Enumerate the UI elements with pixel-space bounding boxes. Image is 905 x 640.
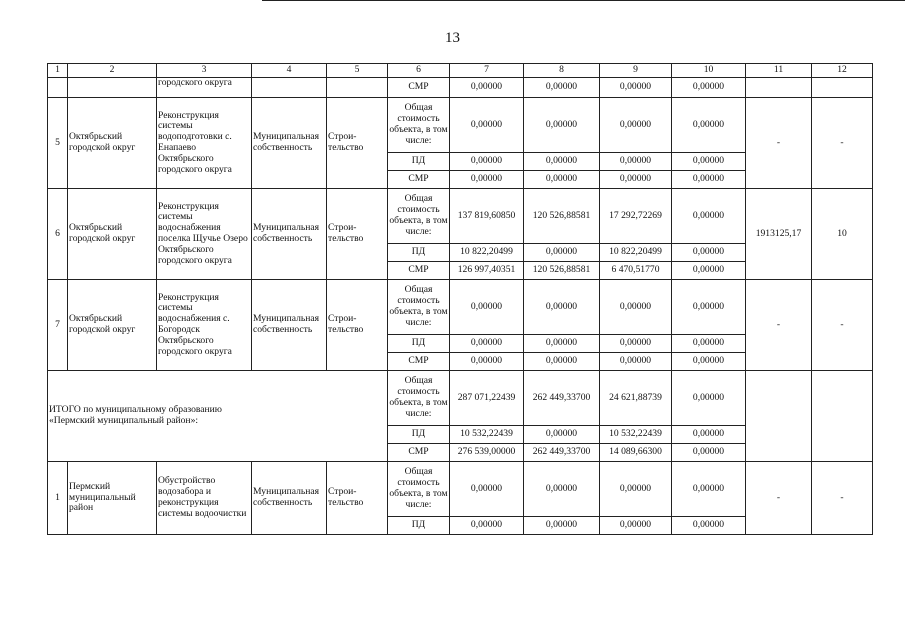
row-index: 1 xyxy=(48,462,68,535)
value-col10: 0,00000 xyxy=(672,517,746,535)
column-number: 12 xyxy=(812,64,873,78)
value-col9: 0,00000 xyxy=(600,78,672,98)
value-col7: 126 997,40351 xyxy=(450,262,524,280)
row-index: 7 xyxy=(48,280,68,371)
object-name: Обустройство водозабора и реконструкция системы водоочистки xyxy=(157,462,252,535)
value-col10: 0,00000 xyxy=(672,98,746,153)
column-number: 3 xyxy=(157,64,252,78)
value-col7: 0,00000 xyxy=(450,517,524,535)
value-col9: 0,00000 xyxy=(600,462,672,517)
value-col7: 137 819,60850 xyxy=(450,189,524,244)
investment-table xyxy=(47,63,873,535)
work-type: Строи-тельство xyxy=(327,280,388,371)
column-number: 2 xyxy=(68,64,157,78)
cost-type: Общая стоимость объекта, в том числе: xyxy=(388,189,450,244)
value-col12: - xyxy=(812,462,873,535)
column-number: 4 xyxy=(252,64,327,78)
value-col12: 10 xyxy=(812,189,873,280)
owner: Октябрьский городской округ xyxy=(68,280,157,371)
object-name: Реконструкция системы водоснабжения с. Богородск Октябрьского городского округа xyxy=(157,280,252,371)
cost-type: ПД xyxy=(388,153,450,171)
cost-type: СМР xyxy=(388,262,450,280)
column-number: 6 xyxy=(388,64,450,78)
value-col9: 0,00000 xyxy=(600,353,672,371)
cost-type: Общая стоимость объекта, в том числе: xyxy=(388,462,450,517)
value-col9: 24 621,88739 xyxy=(600,371,672,426)
cost-type: СМР xyxy=(388,444,450,462)
work-type: Строи-тельство xyxy=(327,462,388,535)
value-col10: 0,00000 xyxy=(672,280,746,335)
property-type: Муниципальная собственность xyxy=(252,462,327,535)
value-col9: 6 470,51770 xyxy=(600,262,672,280)
value-col7: 276 539,00000 xyxy=(450,444,524,462)
cost-type: ПД xyxy=(388,244,450,262)
value-col10: 0,00000 xyxy=(672,189,746,244)
column-number: 9 xyxy=(600,64,672,78)
table-row xyxy=(48,280,873,335)
owner: Октябрьский городской округ xyxy=(68,98,157,189)
cost-type: Общая стоимость объекта, в том числе: xyxy=(388,98,450,153)
column-number: 1 xyxy=(48,64,68,78)
value-col10: 0,00000 xyxy=(672,171,746,189)
value-col8: 0,00000 xyxy=(524,78,600,98)
value-col8: 0,00000 xyxy=(524,98,600,153)
owner: Октябрьский городской округ xyxy=(68,189,157,280)
value-col9: 0,00000 xyxy=(600,153,672,171)
column-number-row xyxy=(48,64,873,78)
value-col10: 0,00000 xyxy=(672,462,746,517)
work-type: Строи-тельство xyxy=(327,189,388,280)
value-col7: 10 532,22439 xyxy=(450,426,524,444)
value-col10: 0,00000 xyxy=(672,244,746,262)
cost-type: ПД xyxy=(388,335,450,353)
value-col10: 0,00000 xyxy=(672,371,746,426)
column-number: 8 xyxy=(524,64,600,78)
value-col7: 0,00000 xyxy=(450,153,524,171)
value-col8: 0,00000 xyxy=(524,335,600,353)
value-col9: 0,00000 xyxy=(600,335,672,353)
cost-type: Общая стоимость объекта, в том числе: xyxy=(388,280,450,335)
value-col8: 0,00000 xyxy=(524,280,600,335)
value-col7: 0,00000 xyxy=(450,335,524,353)
table-row xyxy=(48,462,873,517)
value-col12: - xyxy=(812,280,873,371)
table-row-continuation xyxy=(48,78,873,98)
value-col8: 262 449,33700 xyxy=(524,444,600,462)
value-col8: 0,00000 xyxy=(524,353,600,371)
value-col8: 0,00000 xyxy=(524,244,600,262)
object-name-cont: городского округа xyxy=(157,78,252,98)
cost-type: СМР xyxy=(388,353,450,371)
value-col11: - xyxy=(746,98,812,189)
value-col10: 0,00000 xyxy=(672,353,746,371)
value-col10: 0,00000 xyxy=(672,153,746,171)
column-number: 10 xyxy=(672,64,746,78)
value-col10: 0,00000 xyxy=(672,78,746,98)
value-col9: 10 822,20499 xyxy=(600,244,672,262)
work-type: Строи-тельство xyxy=(327,98,388,189)
row-index: 6 xyxy=(48,189,68,280)
value-col7: 0,00000 xyxy=(450,462,524,517)
value-col7: 0,00000 xyxy=(450,171,524,189)
property-type: Муниципальная собственность xyxy=(252,98,327,189)
property-type: Муниципальная собственность xyxy=(252,280,327,371)
value-col8: 262 449,33700 xyxy=(524,371,600,426)
value-col9: 0,00000 xyxy=(600,280,672,335)
value-col7: 287 071,22439 xyxy=(450,371,524,426)
value-col9: 0,00000 xyxy=(600,98,672,153)
value-col9: 0,00000 xyxy=(600,171,672,189)
value-col8: 0,00000 xyxy=(524,426,600,444)
value-col8: 0,00000 xyxy=(524,462,600,517)
value-col8: 0,00000 xyxy=(524,517,600,535)
value-col8: 120 526,88581 xyxy=(524,262,600,280)
column-number: 5 xyxy=(327,64,388,78)
value-col10: 0,00000 xyxy=(672,335,746,353)
object-name: Реконструкция системы водоподготовки с. Енапаево Октябрьского городского округа xyxy=(157,98,252,189)
column-number: 7 xyxy=(450,64,524,78)
page-number: 13 xyxy=(445,30,460,46)
property-type: Муниципальная собственность xyxy=(252,189,327,280)
row-index: 5 xyxy=(48,98,68,189)
total-label: ИТОГО по муниципальному образованию «Пермский муниципальный район»: xyxy=(48,371,388,462)
value-col8: 0,00000 xyxy=(524,153,600,171)
value-col11: 1913125,17 xyxy=(746,189,812,280)
value-col8: 120 526,88581 xyxy=(524,189,600,244)
cost-type: СМР xyxy=(388,78,450,98)
value-col11: - xyxy=(746,462,812,535)
value-col9: 0,00000 xyxy=(600,517,672,535)
cost-type: ПД xyxy=(388,426,450,444)
table-row-total xyxy=(48,371,873,426)
value-col10: 0,00000 xyxy=(672,262,746,280)
value-col9: 14 089,66300 xyxy=(600,444,672,462)
value-col11: - xyxy=(746,280,812,371)
column-number: 11 xyxy=(746,64,812,78)
object-name: Реконструкция системы водоснабжения поселка Щучье Озеро Октябрьского городского округа xyxy=(157,189,252,280)
table-row xyxy=(48,98,873,153)
table-row xyxy=(48,189,873,244)
value-col7: 0,00000 xyxy=(450,353,524,371)
value-col10: 0,00000 xyxy=(672,444,746,462)
value-col9: 10 532,22439 xyxy=(600,426,672,444)
value-col8: 0,00000 xyxy=(524,171,600,189)
owner: Пермский муниципальный район xyxy=(68,462,157,535)
cost-type: СМР xyxy=(388,171,450,189)
cost-type: ПД xyxy=(388,517,450,535)
value-col7: 0,00000 xyxy=(450,78,524,98)
value-col10: 0,00000 xyxy=(672,426,746,444)
value-col7: 0,00000 xyxy=(450,98,524,153)
value-col7: 10 822,20499 xyxy=(450,244,524,262)
value-col12: - xyxy=(812,98,873,189)
value-col7: 0,00000 xyxy=(450,280,524,335)
cost-type: Общая стоимость объекта, в том числе: xyxy=(388,371,450,426)
value-col9: 17 292,72269 xyxy=(600,189,672,244)
top-rule xyxy=(262,0,905,1)
